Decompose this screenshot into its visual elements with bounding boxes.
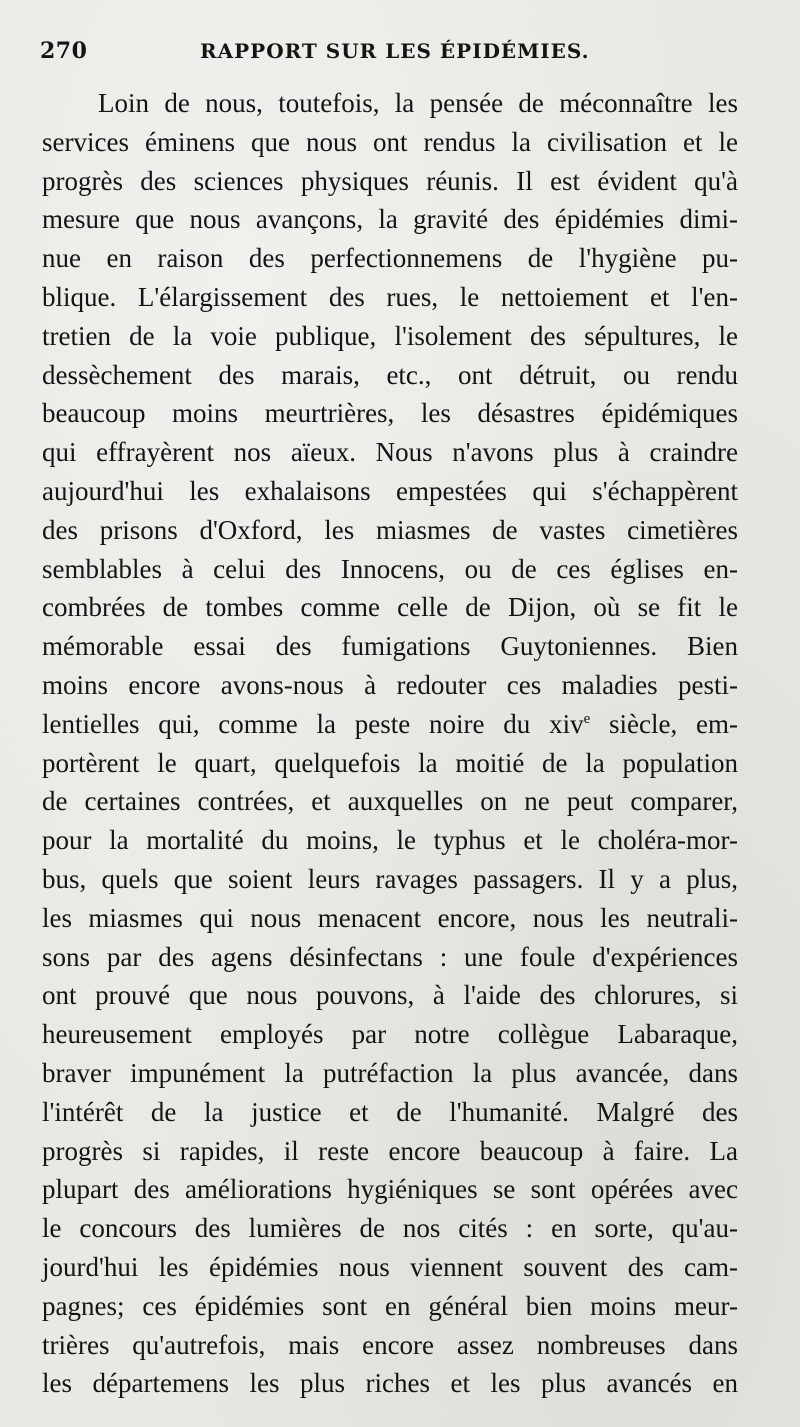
text-line: ont prouvé que nous pouvons, à l'aide des chlorures, si [42,980,739,1011]
text-line [42,705,738,744]
text-line: beaucoup moins meurtrières, les désastres épidémiques [42,398,738,429]
body-text [42,84,738,1403]
text-line: nue en raison des perfectionnemens de l'hygiène pu- [42,243,739,274]
running-title: RAPPORT SUR LES ÉPIDÉMIES. [200,39,590,63]
page-number: 270 [40,38,88,64]
text-line: heureusement employés par notre collègue Labaraque, [42,1019,738,1050]
text-line: Loin de nous, toutefois, la pensée de méconnaître les [98,88,738,118]
text-line: plupart des améliorations hygiéniques se sont opérées avec [42,1174,738,1205]
text-line: mesure que nous avançons, la gravité des épidémies dimi- [42,204,738,235]
text-line: bus, quels que soient leurs ravages passagers. Il y a plus, [42,863,739,894]
text-line: pour la mortalité du moins, le typhus et le choléra-mor- [42,825,738,856]
text-line: sons par des agens désinfectans : une foule d'expériences [42,941,739,972]
text-line: dessèchement des marais, etc., ont détruit, ou rendu [42,359,739,390]
text-line: services éminens que nous ont rendus la civilisation et le [42,126,739,157]
text-line: les miasmes qui nous menacent encore, nous les neutrali- [42,902,739,933]
text-line: blique. L'élargissement des rues, le nettoiement et l'en- [42,281,738,312]
text-line: pagnes; ces épidémies sont en général bien moins meur- [42,1290,738,1321]
text-line: de certaines contrées, et auxquelles on ne peut comparer, [42,786,738,817]
text-line: braver impunément la putréfaction la plus avancée, dans [42,1057,738,1088]
text-line-tail: siècle, em- [590,708,739,739]
text-line: aujourd'hui les exhalaisons empestées qui s'échappèrent [42,475,738,506]
text-line: moins encore avons-nous à redouter ces maladies pesti- [42,669,738,700]
running-head [40,38,750,70]
text-line: trières qu'autrefois, mais encore assez nombreuses dans [42,1329,739,1360]
text-line: combrées de tombes comme celle de Dijon, où se fit le [42,592,738,623]
text-line: portèrent le quart, quelquefois la moitié de la population [42,747,738,778]
text-line: progrès des sciences physiques réunis. Il est évident qu'à [42,165,739,196]
century-superscript: e [583,710,591,727]
text-line: tretien de la voie publique, l'isolement des sépultures, le [42,320,738,351]
text-line: progrès si rapides, il reste encore beaucoup à faire. La [42,1135,738,1166]
text-line: jourd'hui les épidémies nous viennent souvent des cam- [42,1251,738,1282]
text-line: l'intérêt de la justice et de l'humanité. Malgré des [42,1096,739,1127]
text-line: des prisons d'Oxford, les miasmes de vastes cimetières [42,514,739,545]
text-line: semblables à celui des Innocens, ou de ces églises en- [42,553,738,584]
text-line: les départemens les plus riches et les plus avancés en [42,1368,738,1399]
text-line: qui effrayèrent nos aïeux. Nous n'avons plus à craindre [42,437,738,468]
text-line: le concours des lumières de nos cités : en sorte, qu'au- [42,1213,738,1244]
text-line: mémorable essai des fumigations Guytoniennes. Bien [42,631,738,662]
text-line-head: lentielles qui, comme la peste noire du xiv [42,708,584,739]
